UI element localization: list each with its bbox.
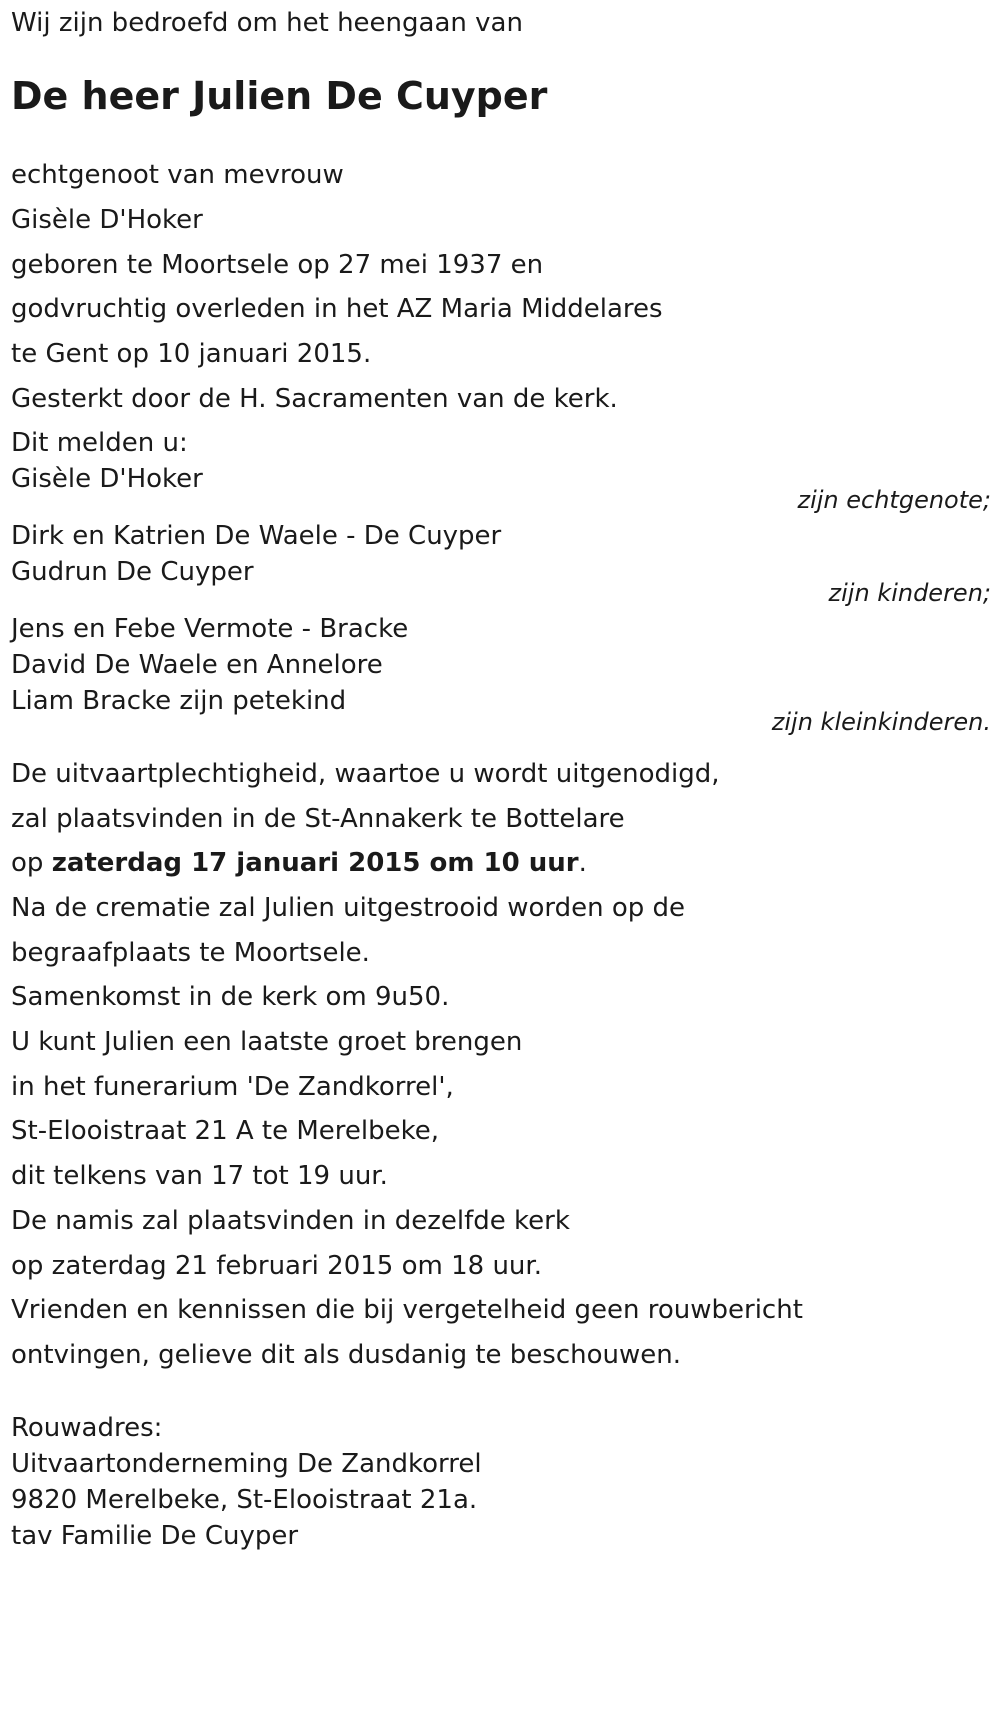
child-name: Gudrun De Cuyper bbox=[11, 557, 254, 587]
grandchildren-role: zijn kleinkinderen. bbox=[771, 708, 991, 736]
spouse-role: zijn echtgenote; bbox=[797, 486, 991, 514]
address-line: 9820 Merelbeke, St-Elooistraat 21a. bbox=[11, 1485, 478, 1515]
child-name: Dirk en Katrien De Waele - De Cuyper bbox=[11, 521, 502, 551]
deceased-name: De heer Julien De Cuyper bbox=[11, 74, 548, 118]
address-line: Uitvaartonderneming De Zandkorrel bbox=[11, 1449, 482, 1479]
detail-line: U kunt Julien een laatste groet brengen bbox=[11, 1027, 523, 1057]
ceremony-date-line bbox=[11, 846, 587, 880]
bio-line: Gisèle D'Hoker bbox=[11, 205, 203, 235]
intro-text: Wij zijn bedroefd om het heengaan van bbox=[11, 8, 523, 38]
grandchild-name: David De Waele en Annelore bbox=[11, 650, 383, 680]
detail-line: Vrienden en kennissen die bij vergetelheid geen rouwbericht bbox=[11, 1295, 803, 1325]
ceremony-line: De uitvaartplechtigheid, waartoe u wordt uitgenodigd, bbox=[11, 759, 720, 789]
detail-line: De namis zal plaatsvinden in dezelfde kerk bbox=[11, 1206, 570, 1236]
detail-line: begraafplaats te Moortsele. bbox=[11, 938, 370, 968]
announce-intro: Dit melden u: bbox=[11, 428, 188, 458]
address-label: Rouwadres: bbox=[11, 1413, 163, 1443]
detail-line: in het funerarium 'De Zandkorrel', bbox=[11, 1072, 454, 1102]
ceremony-line: zal plaatsvinden in de St-Annakerk te Bottelare bbox=[11, 804, 625, 834]
ceremony-date: zaterdag 17 januari 2015 om 10 uur bbox=[51, 848, 579, 878]
detail-line: op zaterdag 21 februari 2015 om 18 uur. bbox=[11, 1251, 542, 1281]
grandchild-name: Liam Bracke zijn petekind bbox=[11, 686, 347, 716]
bio-line: te Gent op 10 januari 2015. bbox=[11, 339, 372, 369]
detail-line: ontvingen, gelieve dit als dusdanig te beschouwen. bbox=[11, 1340, 682, 1370]
detail-line: dit telkens van 17 tot 19 uur. bbox=[11, 1161, 388, 1191]
detail-line: Na de crematie zal Julien uitgestrooid worden op de bbox=[11, 893, 686, 923]
grandchild-name: Jens en Febe Vermote - Bracke bbox=[11, 614, 409, 644]
address-line: tav Familie De Cuyper bbox=[11, 1521, 299, 1551]
detail-line: St-Elooistraat 21 A te Merelbeke, bbox=[11, 1116, 440, 1146]
ceremony-prefix: op bbox=[11, 848, 52, 878]
ceremony-suffix: . bbox=[578, 848, 587, 878]
bio-line: geboren te Moortsele op 27 mei 1937 en bbox=[11, 250, 544, 280]
bio-line: echtgenoot van mevrouw bbox=[11, 160, 344, 190]
children-role: zijn kinderen; bbox=[828, 579, 991, 607]
bio-line: Gesterkt door de H. Sacramenten van de kerk. bbox=[11, 384, 618, 414]
bio-line: godvruchtig overleden in het AZ Maria Middelares bbox=[11, 294, 663, 324]
spouse-name: Gisèle D'Hoker bbox=[11, 464, 203, 494]
detail-line: Samenkomst in de kerk om 9u50. bbox=[11, 982, 450, 1012]
